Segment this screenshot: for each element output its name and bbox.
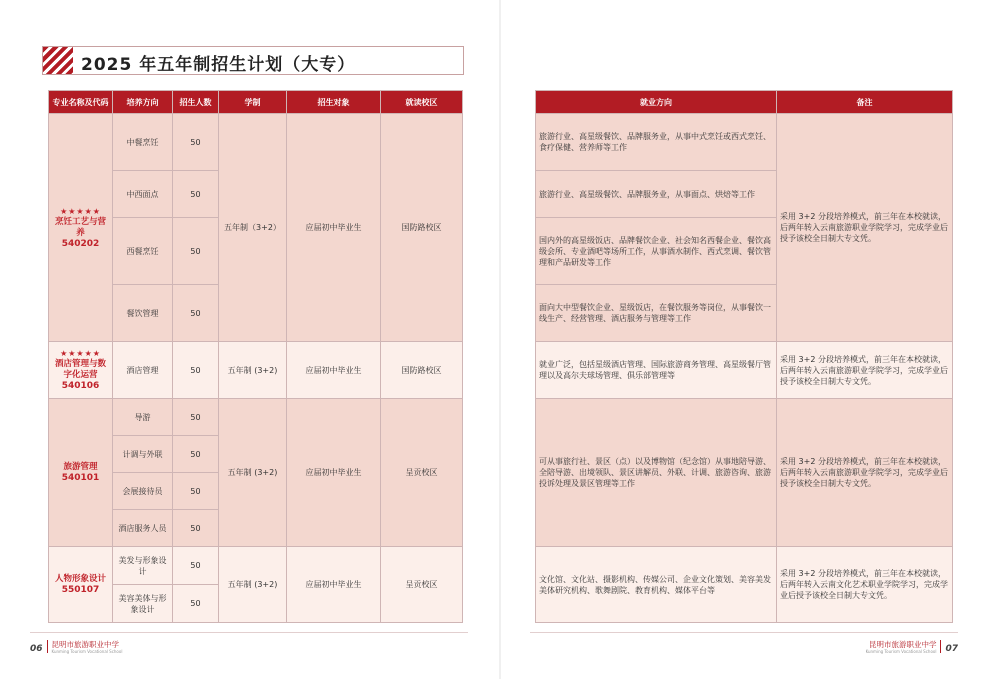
direction-name: 美容美体与形象设计 [113, 585, 173, 623]
header-employment: 就业方向 [536, 91, 777, 114]
page-title: 2025 年五年制招生计划（大专） [81, 55, 356, 75]
enroll-count: 50 [173, 171, 219, 218]
direction-name: 餐饮管理 [113, 285, 173, 342]
header-note: 备注 [777, 91, 953, 114]
direction-name: 酒店服务人员 [113, 510, 173, 547]
major-name: 酒店管理与数字化运营 [54, 359, 106, 380]
enroll-target: 应届初中毕业生 [287, 399, 381, 547]
enroll-count: 50 [173, 218, 219, 285]
header-target: 招生对象 [287, 91, 381, 114]
direction-name: 会展接待员 [113, 473, 173, 510]
table-row [49, 547, 463, 585]
employment-table [535, 90, 953, 623]
table-row [536, 547, 953, 623]
enroll-count: 50 [173, 399, 219, 436]
major-cell [49, 399, 113, 547]
note-cell: 采用 3+2 分段培养模式，前三年在本校就读，后两年转入云南文化艺术职业学院学习，完成学业后授予该校全日制大专文凭。 [777, 547, 953, 623]
campus: 国防路校区 [381, 114, 463, 342]
major-cell [49, 114, 113, 342]
school-system: 五年制 (3+2) [219, 547, 287, 623]
direction-name: 计调与外联 [113, 436, 173, 473]
page-number: 06 [30, 644, 43, 654]
direction-name: 美发与形象设计 [113, 547, 173, 585]
direction-name: 中西面点 [113, 171, 173, 218]
enroll-count: 50 [173, 114, 219, 171]
table-row [49, 342, 463, 399]
major-name: 人物形象设计 [54, 573, 106, 584]
direction-name: 西餐烹饪 [113, 218, 173, 285]
page-number: 07 [945, 644, 958, 654]
campus: 国防路校区 [381, 342, 463, 399]
footer-separator [940, 640, 941, 653]
enroll-count: 50 [173, 473, 219, 510]
enroll-count: 50 [173, 285, 219, 342]
header-count: 招生人数 [173, 91, 219, 114]
enroll-count: 50 [173, 510, 219, 547]
enroll-target: 应届初中毕业生 [287, 342, 381, 399]
enroll-count: 50 [173, 547, 219, 585]
footer-right [866, 636, 958, 654]
major-cell [49, 547, 113, 623]
campus: 呈贡校区 [381, 547, 463, 623]
employment-cell: 旅游行业、高星级餐饮、品牌服务业，从事中式烹饪或西式烹饪、食疗保健、营养师等工作 [536, 114, 777, 171]
employment-cell: 可从事旅行社、景区（点）以及博物馆（纪念馆）从事地陪导游、全陪导游、出境领队、景区讲解员、外联、计调、旅游咨询、旅游投诉处理及景区管理等工作 [536, 399, 777, 547]
enroll-target: 应届初中毕业生 [287, 547, 381, 623]
major-code: 540106 [61, 381, 100, 391]
footer-divider [30, 632, 468, 633]
footer-divider [530, 632, 958, 633]
major-name: 烹饪工艺与营养 [54, 216, 106, 238]
direction-name: 中餐烹饪 [113, 114, 173, 171]
enroll-count: 50 [173, 436, 219, 473]
campus: 呈贡校区 [381, 399, 463, 547]
direction-name: 酒店管理 [113, 342, 173, 399]
table-row [536, 342, 953, 399]
star-rating: ★★★★★ [60, 206, 101, 216]
employment-cell: 面向大中型餐饮企业、星级饭店，在餐饮服务等岗位，从事餐饮一线生产、经营管理、酒店服务与管理等工作 [536, 285, 777, 342]
table-header-row [536, 91, 953, 114]
header-major: 专业名称及代码 [49, 91, 113, 114]
header-direction: 培养方向 [113, 91, 173, 114]
header-system: 学制 [219, 91, 287, 114]
note-cell: 采用 3+2 分段培养模式，前三年在本校就读，后两年转入云南旅游职业学院学习，完成学业后授予该校全日制大专文凭。 [777, 114, 953, 342]
school-mark [52, 640, 123, 654]
employment-cell: 国内外的高星级饭店、品牌餐饮企业、社会知名西餐企业、餐饮高级会所、专业酒吧等场所工作，从事酒水制作、西式烹调、餐饮管理和产品研发等工作 [536, 218, 777, 285]
school-name: 昆明市旅游职业中学 [868, 639, 937, 649]
school-system: 五年制 (3+2) [219, 399, 287, 547]
table-header-row [49, 91, 463, 114]
major-code: 540202 [61, 238, 100, 249]
major-code: 550107 [61, 584, 100, 595]
major-name: 旅游管理 [63, 461, 98, 472]
school-mark [866, 640, 937, 654]
table-row [49, 114, 463, 171]
school-system: 五年制（3+2） [219, 114, 287, 342]
table-row [49, 399, 463, 436]
page-title-bar [42, 46, 464, 75]
school-name-en: Kunming Tourism Vocational School [51, 648, 123, 654]
table-row [536, 114, 953, 171]
enroll-count: 50 [173, 342, 219, 399]
employment-cell: 旅游行业、高星级餐饮、品牌服务业，从事面点、烘焙等工作 [536, 171, 777, 218]
enroll-count: 50 [173, 585, 219, 623]
footer-separator [47, 640, 48, 653]
page-spine [499, 0, 501, 679]
star-rating: ★★★★★ [60, 349, 101, 358]
major-cell [49, 342, 113, 399]
school-name: 昆明市旅游职业中学 [51, 639, 120, 649]
employment-cell: 就业广泛，包括星级酒店管理、国际旅游商务管理、高星级餐厅管理以及高尔夫球场管理、俱乐部管理等 [536, 342, 777, 399]
note-cell: 采用 3+2 分段培养模式，前三年在本校就读，后两年转入云南旅游职业学院学习，完成学业后授予该校全日制大专文凭。 [777, 399, 953, 547]
note-cell: 采用 3+2 分段培养模式，前三年在本校就读，后两年转入云南旅游职业学院学习，完成学业后授予该校全日制大专文凭。 [777, 342, 953, 399]
title-stripe-decoration [43, 47, 73, 74]
direction-name: 导游 [113, 399, 173, 436]
school-name-en: Kunming Tourism Vocational School [865, 648, 937, 654]
employment-cell: 文化馆、文化站、摄影机构、传媒公司、企业文化策划、美容美发美体研究机构、歌舞剧院、教育机构、媒体平台等 [536, 547, 777, 623]
table-row [536, 399, 953, 547]
header-campus: 就读校区 [381, 91, 463, 114]
major-code: 540101 [61, 472, 100, 483]
school-system: 五年制 (3+2) [219, 342, 287, 399]
enroll-target: 应届初中毕业生 [287, 114, 381, 342]
enrollment-plan-table [48, 90, 463, 623]
footer-left [30, 636, 122, 654]
